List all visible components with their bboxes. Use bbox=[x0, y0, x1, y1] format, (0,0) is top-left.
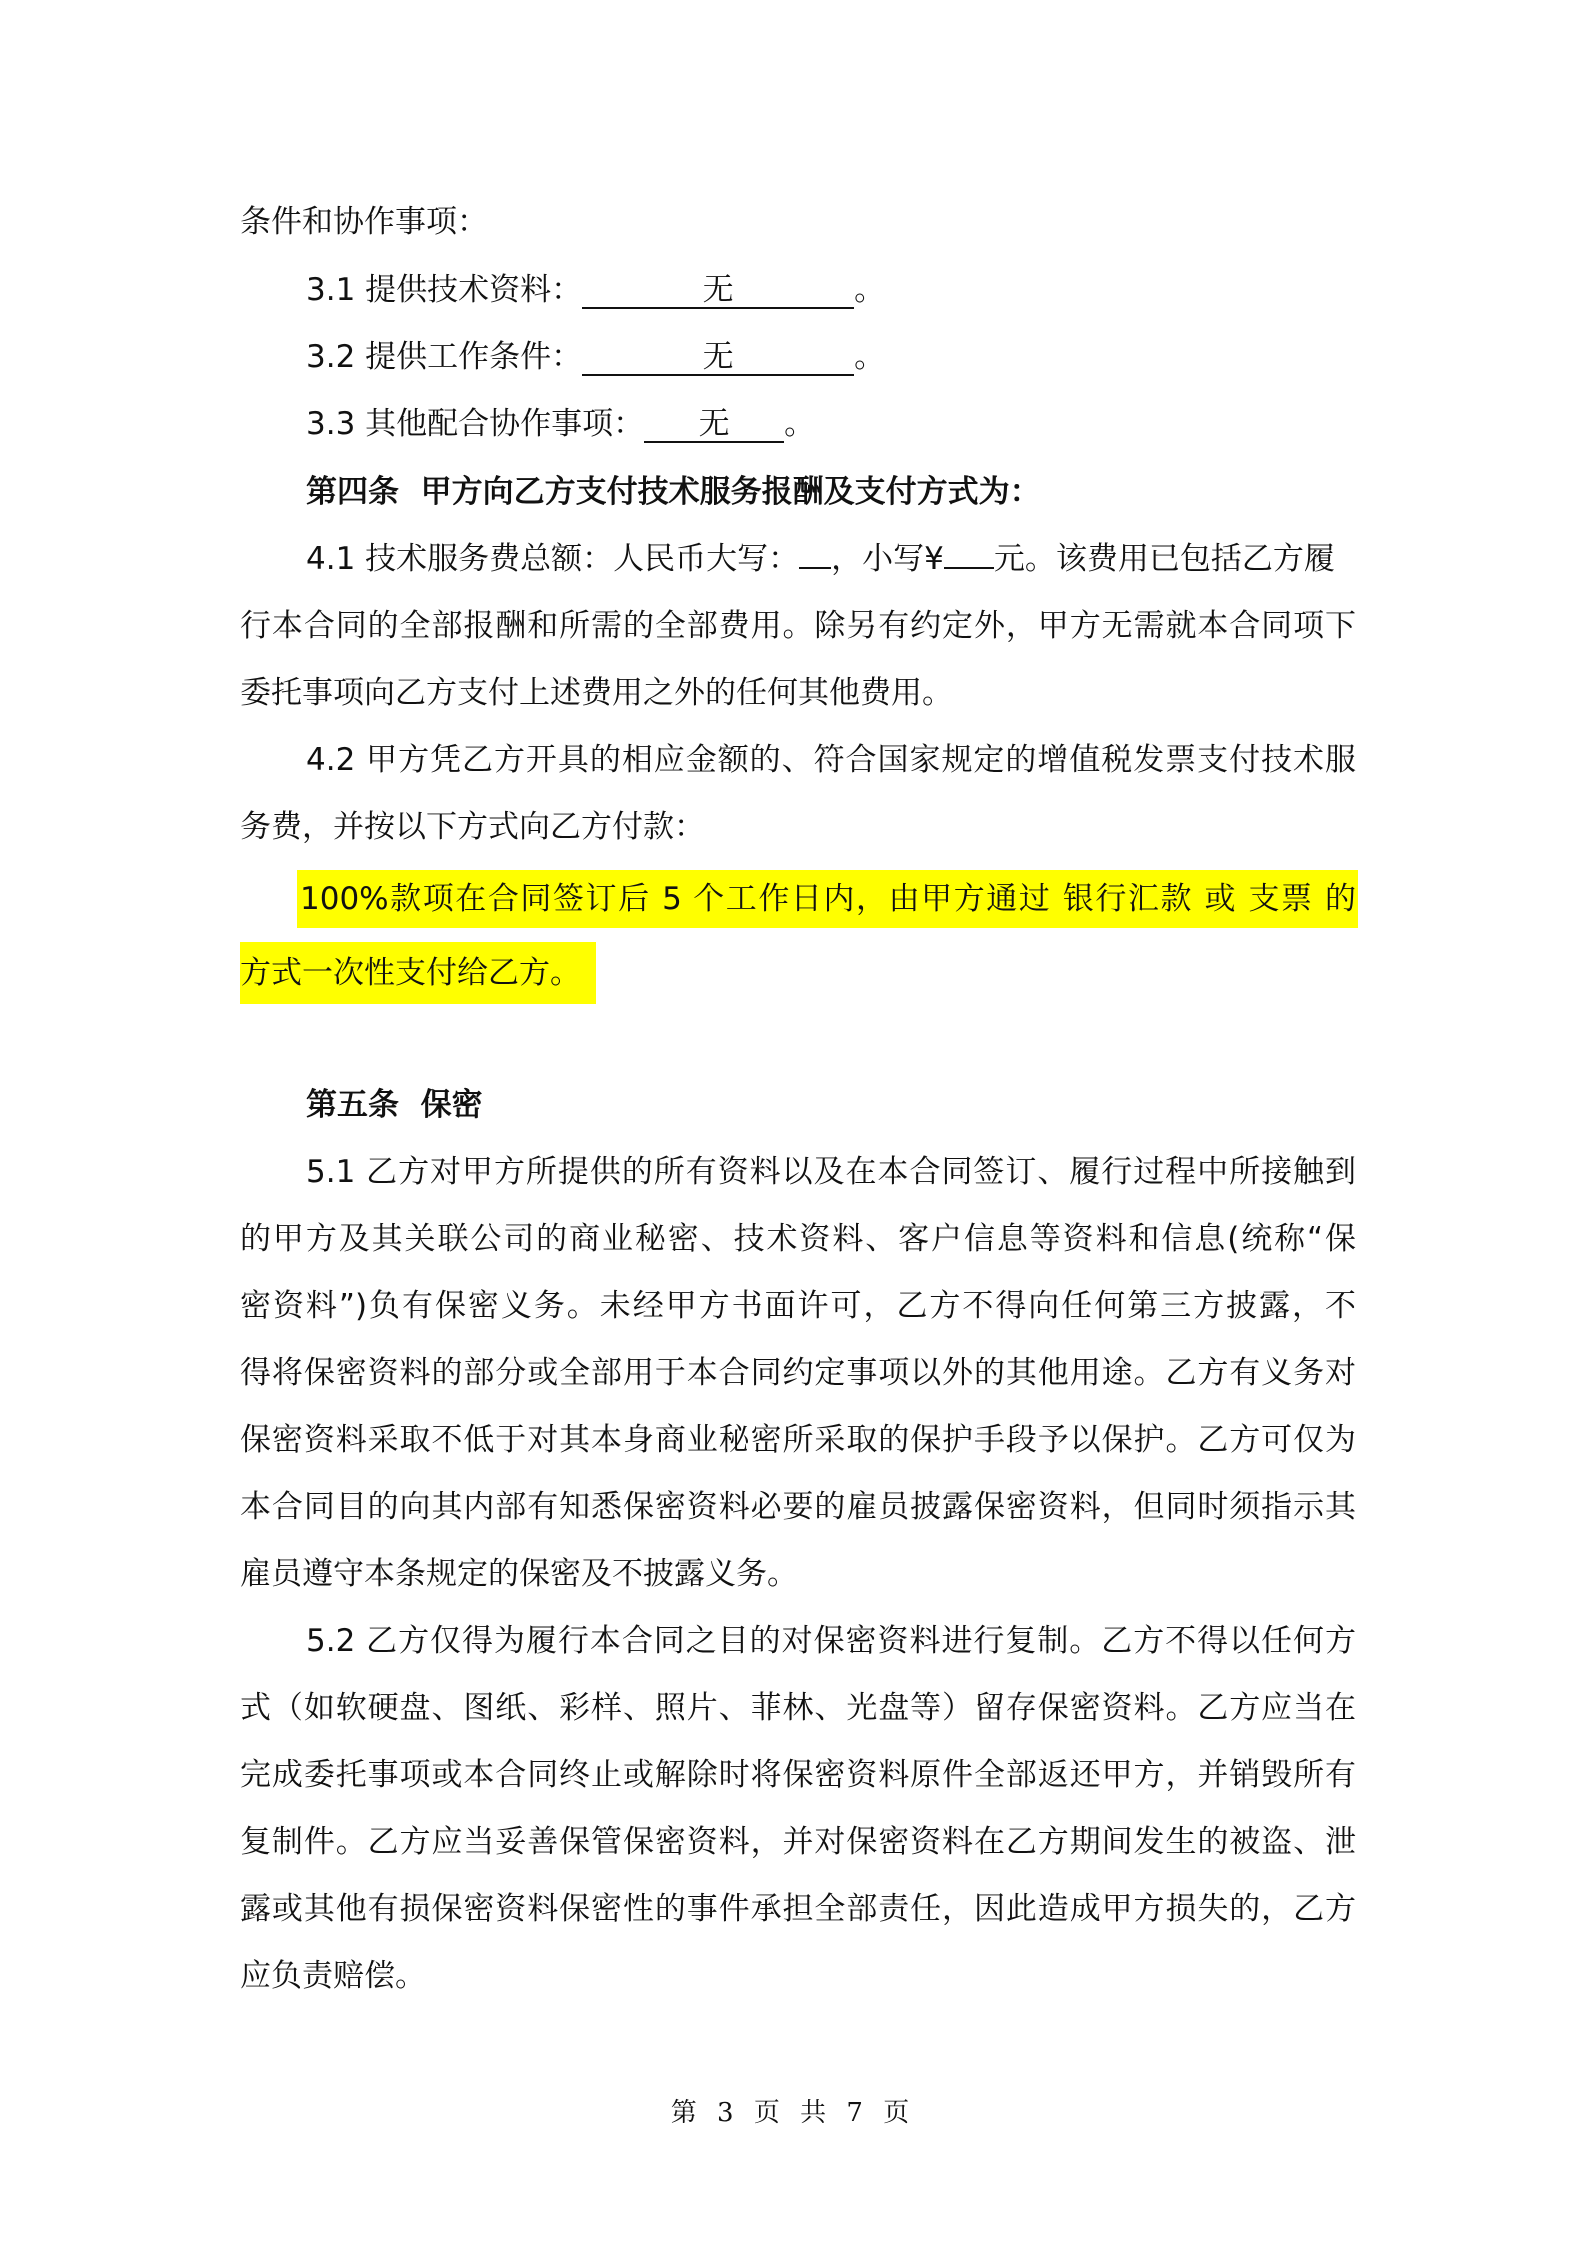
article-4-heading bbox=[306, 472, 1356, 512]
amount-upper-blank bbox=[799, 567, 831, 569]
item-5-1-line: 本合同目的向其内部有知悉保密资料必要的雇员披露保密资料，但同时须指示其 bbox=[240, 1489, 1356, 1525]
item-5-1-line: 的甲方及其关联公司的商业秘密、技术资料、客户信息等资料和信息(统称“保 bbox=[240, 1221, 1356, 1257]
item-4-1-line-3: 委托事项向乙方支付上述费用之外的任何其他费用。 bbox=[240, 675, 953, 711]
article-4-title: 第四条 bbox=[306, 474, 399, 510]
item-3-1-value: 无 bbox=[582, 273, 854, 309]
payment-line-1: 100%款项在合同签订后 5 个工作日内，由甲方通过 银行汇款 或 支票 的 bbox=[300, 881, 1356, 917]
article-4-text: 甲方向乙方支付技术服务报酬及支付方式为： bbox=[420, 474, 1041, 510]
item-5-1-line: 密资料”)负有保密义务。未经甲方书面许可，乙方不得向任何第三方披露，不 bbox=[240, 1288, 1356, 1324]
item-4-1-line-2: 行本合同的全部报酬和所需的全部费用。除另有约定外，甲方无需就本合同项下 bbox=[240, 608, 1356, 644]
item-3-2-value: 无 bbox=[582, 340, 854, 376]
article-5-title: 第五条 bbox=[306, 1087, 399, 1123]
item-4-1-mid: ，小写¥ bbox=[831, 541, 944, 577]
payment-line-2: 方式一次性支付给乙方。 bbox=[240, 955, 581, 991]
item-4-1-line-1 bbox=[306, 539, 1356, 579]
item-5-2-line: 复制件。乙方应当妥善保管保密资料，并对保密资料在乙方期间发生的被盗、泄 bbox=[240, 1824, 1356, 1860]
item-4-2-line-1: 4.2 甲方凭乙方开具的相应金额的、符合国家规定的增值税发票支付技术服 bbox=[306, 742, 1356, 778]
item-5-1-line: 雇员遵守本条规定的保密及不披露义务。 bbox=[240, 1556, 798, 1592]
item-4-2-line-2: 务费，并按以下方式向乙方付款： bbox=[240, 809, 705, 845]
item-3-2-label: 3.2 提供工作条件： bbox=[306, 339, 583, 375]
amount-lower-blank bbox=[944, 567, 994, 569]
item-3-3-label: 3.3 其他配合协作事项： bbox=[306, 406, 645, 442]
item-5-2-line: 式（如软硬盘、图纸、彩样、照片、菲林、光盘等）留存保密资料。乙方应当在 bbox=[240, 1690, 1356, 1726]
item-3-1 bbox=[306, 270, 1356, 310]
item-5-1-line: 保密资料采取不低于对其本身商业秘密所采取的保护手段予以保护。乙方可仅为 bbox=[240, 1422, 1356, 1458]
item-5-2-line: 5.2 乙方仅得为履行本合同之目的对保密资料进行复制。乙方不得以任何方 bbox=[306, 1623, 1356, 1659]
article-5-heading bbox=[306, 1085, 1356, 1125]
item-3-3-end: 。 bbox=[784, 406, 816, 442]
item-5-2-line: 应负责赔偿。 bbox=[240, 1958, 426, 1994]
article-5-text: 保密 bbox=[420, 1087, 483, 1123]
item-3-2 bbox=[306, 337, 1356, 377]
item-5-1-line: 得将保密资料的部分或全部用于本合同约定事项以外的其他用途。乙方有义务对 bbox=[240, 1355, 1356, 1391]
item-5-2-line: 完成委托事项或本合同终止或解除时将保密资料原件全部返还甲方，并销毁所有 bbox=[240, 1757, 1356, 1793]
item-3-3 bbox=[306, 404, 1356, 444]
intro-text: 条件和协作事项： bbox=[240, 204, 488, 240]
item-3-3-value: 无 bbox=[644, 407, 784, 443]
item-3-1-end: 。 bbox=[854, 272, 886, 308]
page-number-footer: 第 3 页 共 7 页 bbox=[670, 2098, 916, 2128]
item-4-1-after: 元。该费用已包括乙方履 bbox=[993, 541, 1335, 577]
item-3-1-label: 3.1 提供技术资料： bbox=[306, 272, 583, 308]
item-5-1-line: 5.1 乙方对甲方所提供的所有资料以及在本合同签订、履行过程中所接触到 bbox=[306, 1154, 1356, 1190]
item-4-1-prefix: 4.1 技术服务费总额：人民币大写： bbox=[306, 541, 800, 577]
item-5-2-line: 露或其他有损保密资料保密性的事件承担全部责任，因此造成甲方损失的，乙方 bbox=[240, 1891, 1356, 1927]
item-3-2-end: 。 bbox=[854, 339, 886, 375]
